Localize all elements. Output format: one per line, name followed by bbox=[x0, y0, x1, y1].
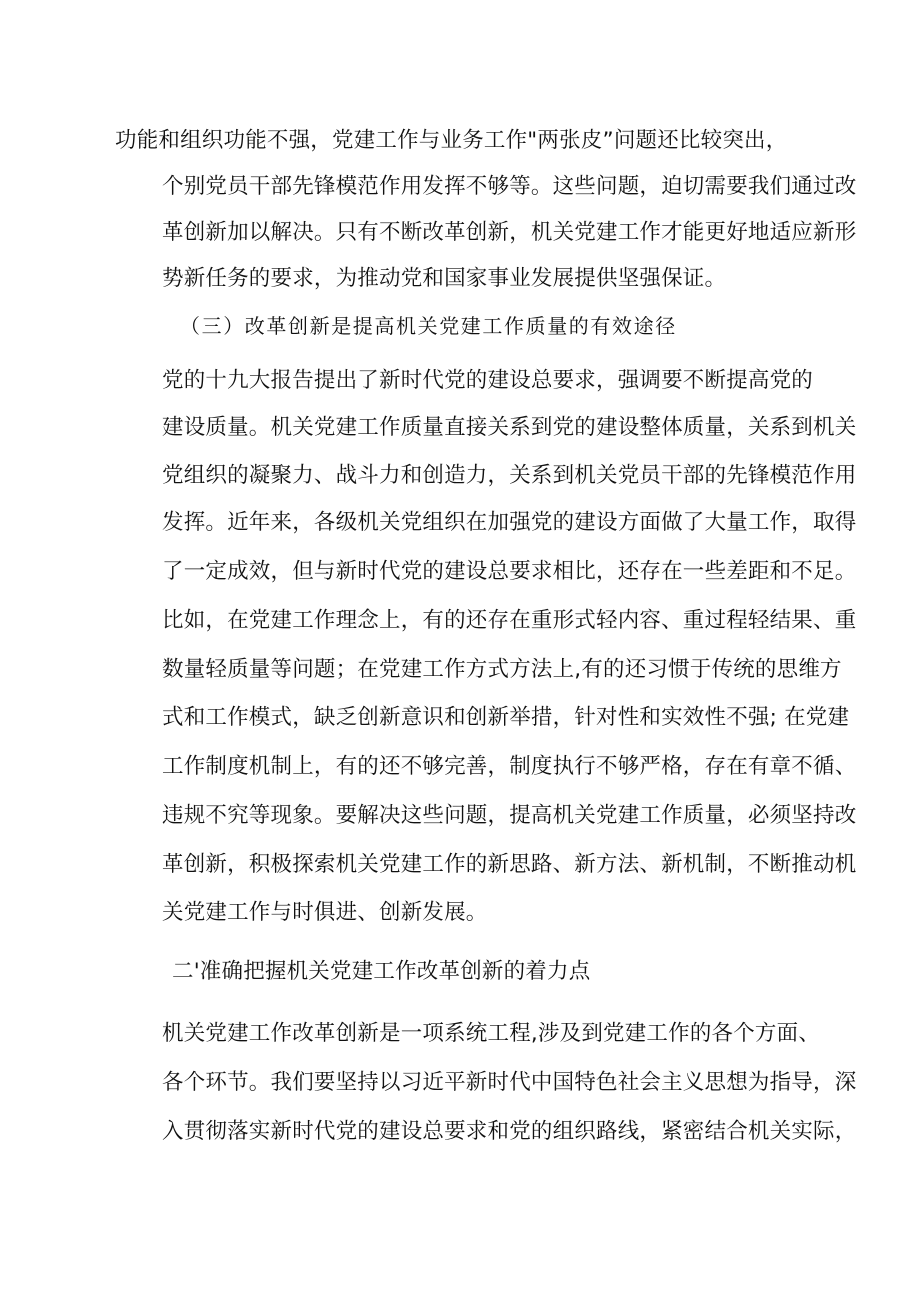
paragraph-line: 入贯彻落实新时代党的建设总要求和党的组织路线，紧密结合机关实际， bbox=[162, 1119, 857, 1144]
paragraph-line: 党的十九大报告提出了新时代党的建设总要求，强调要不断提高党的 bbox=[162, 368, 814, 393]
paragraph-line: 势新任务的要求，为推动党和国家事业发展提供坚强保证。 bbox=[162, 266, 727, 291]
paragraph-line: 了一定成效，但与新时代党的建设总要求相比，还存在一些差距和不足。 bbox=[162, 559, 857, 584]
paragraph-line: 党组织的凝聚力、战斗力和创造力，关系到机关党员干部的先锋模范作用 bbox=[162, 463, 857, 488]
paragraph-line: 发挥。近年来，各级机关党组织在加强党的建设方面做了大量工作，取得 bbox=[162, 510, 857, 535]
section-subheading: （三）改革创新是提高机关党建工作质量的有效途径 bbox=[180, 314, 677, 338]
paragraph-line: 各个环节。我们要坚持以习近平新时代中国特色社会主义思想为指导，深 bbox=[162, 1070, 857, 1095]
paragraph-line: 建设质量。机关党建工作质量直接关系到党的建设整体质量，关系到机关 bbox=[162, 415, 857, 440]
paragraph-line: 式和工作模式，缺乏创新意识和创新举措，针对性和实效性不强; 在党建 bbox=[162, 705, 850, 730]
paragraph-line: 比如，在党建工作理念上，有的还存在重形式轻内容、重过程轻结果、重 bbox=[162, 608, 857, 633]
paragraph-line: 功能和组织功能不强，党建工作与业务工作"两张皮”问题还比较突出， bbox=[115, 128, 788, 153]
paragraph-line: 机关党建工作改革创新是一项系统工程,涉及到党建工作的各个方面、 bbox=[162, 1021, 821, 1046]
paragraph-line: 工作制度机制上，有的还不够完善，制度执行不够严格，存在有章不循、 bbox=[162, 754, 857, 779]
section-heading: 二'准确把握机关党建工作改革创新的着力点 bbox=[172, 959, 591, 984]
paragraph-line: 数量轻质量等问题；在党建工作方式方法上,有的还习惯于传统的思维方 bbox=[162, 657, 842, 682]
paragraph-line: 违规不究等现象。要解决这些问题，提高机关党建工作质量，必须坚持改 bbox=[162, 803, 857, 828]
paragraph-line: 革创新加以解决。只有不断改革创新，机关党建工作才能更好地适应新形 bbox=[162, 220, 857, 245]
paragraph-line: 革创新，积极探索机关党建工作的新思路、新方法、新机制，不断推动机 bbox=[162, 852, 857, 877]
paragraph-line: 个别党员干部先锋模范作用发挥不够等。这些问题，迫切需要我们通过改 bbox=[162, 174, 857, 199]
paragraph-line: 关党建工作与时俱进、创新发展。 bbox=[162, 900, 488, 925]
